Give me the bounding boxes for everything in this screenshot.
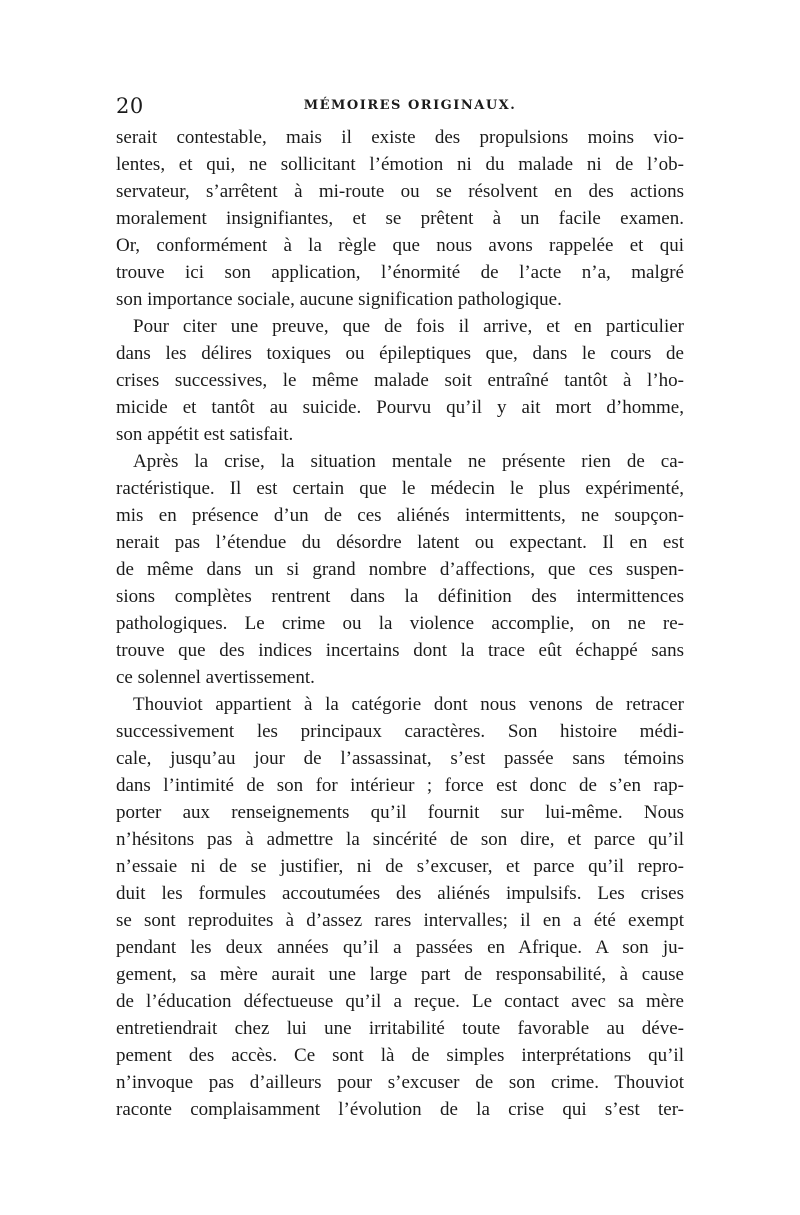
text-line: son importance sociale, aucune signification pathologique. [116,289,562,310]
text-line: successivement les principaux caractères. Son histoire médi- [116,721,684,742]
text-line: sions complètes rentrent dans la définition des intermittences [116,586,684,607]
running-head: MÉMOIRES ORIGINAUX. [303,98,517,113]
text-line: raconte complaisamment l’évolution de la crise qui s’est ter- [116,1099,684,1120]
text-line: de même dans un si grand nombre d’affections, que ces suspen- [116,559,684,580]
text-line: dans l’intimité de son for intérieur ; force est donc de s’en rap- [116,775,684,796]
text-line: entretiendrait chez lui une irritabilité toute favorable au déve- [116,1018,684,1039]
text-line: micide et tantôt au suicide. Pourvu qu’il y ait mort d’homme, [116,397,684,418]
text-line: duit les formules accoutumées des aliénés impulsifs. Les crises [116,883,684,904]
text-line: ce solennel avertissement. [116,667,315,688]
text-line: pement des accès. Ce sont là de simples interprétations qu’il [116,1045,684,1066]
text-line: Pour citer une preuve, que de fois il arrive, et en particulier [133,316,684,337]
text-line: trouve que des indices incertains dont la trace eût échappé sans [116,640,684,661]
text-line: serait contestable, mais il existe des propulsions moins vio- [116,127,684,148]
text-line: n’hésitons pas à admettre la sincérité de son dire, et parce qu’il [116,829,684,850]
text-line: Thouviot appartient à la catégorie dont nous venons de retracer [133,694,684,715]
text-line: mis en présence d’un de ces aliénés intermittents, ne soupçon- [116,505,684,526]
text-line: cale, jusqu’au jour de l’assassinat, s’est passée sans témoins [116,748,684,769]
text-line: ractéristique. Il est certain que le médecin le plus expérimenté, [116,478,684,499]
text-line: moralement insignifiantes, et se prêtent à un facile examen. [116,208,684,229]
text-line: Or, conformément à la règle que nous avons rappelée et qui [116,235,684,256]
text-line: trouve ici son application, l’énormité de l’acte n’a, malgré [116,262,684,283]
text-line: pathologiques. Le crime ou la violence accomplie, on ne re- [116,613,684,634]
text-line: son appétit est satisfait. [116,424,294,445]
text-line: se sont reproduites à d’assez rares intervalles; il en a été exempt [116,910,684,931]
body-text [116,124,684,1123]
text-line: Après la crise, la situation mentale ne présente rien de ca- [133,451,684,472]
text-line: crises successives, le même malade soit entraîné tantôt à l’ho- [116,370,684,391]
text-line: lentes, et qui, ne sollicitant l’émotion ni du malade ni de l’ob- [116,154,684,175]
text-line: nerait pas l’étendue du désordre latent ou expectant. Il en est [116,532,684,553]
text-line: n’essaie ni de se justifier, ni de s’excuser, et parce qu’il repro- [116,856,684,877]
text-line: dans les délires toxiques ou épileptiques que, dans le cours de [116,343,684,364]
text-line: servateur, s’arrêtent à mi-route ou se résolvent en des actions [116,181,684,202]
text-line: pendant les deux années qu’il a passées en Afrique. A son ju- [116,937,684,958]
text-line: n’invoque pas d’ailleurs pour s’excuser de son crime. Thouviot [116,1072,684,1093]
page-header [116,94,684,118]
text-line: porter aux renseignements qu’il fournit sur lui-même. Nous [116,802,684,823]
page-number: 20 [116,94,144,118]
text-line: gement, sa mère aurait une large part de responsabilité, à cause [116,964,684,985]
text-line: de l’éducation défectueuse qu’il a reçue. Le contact avec sa mère [116,991,684,1012]
